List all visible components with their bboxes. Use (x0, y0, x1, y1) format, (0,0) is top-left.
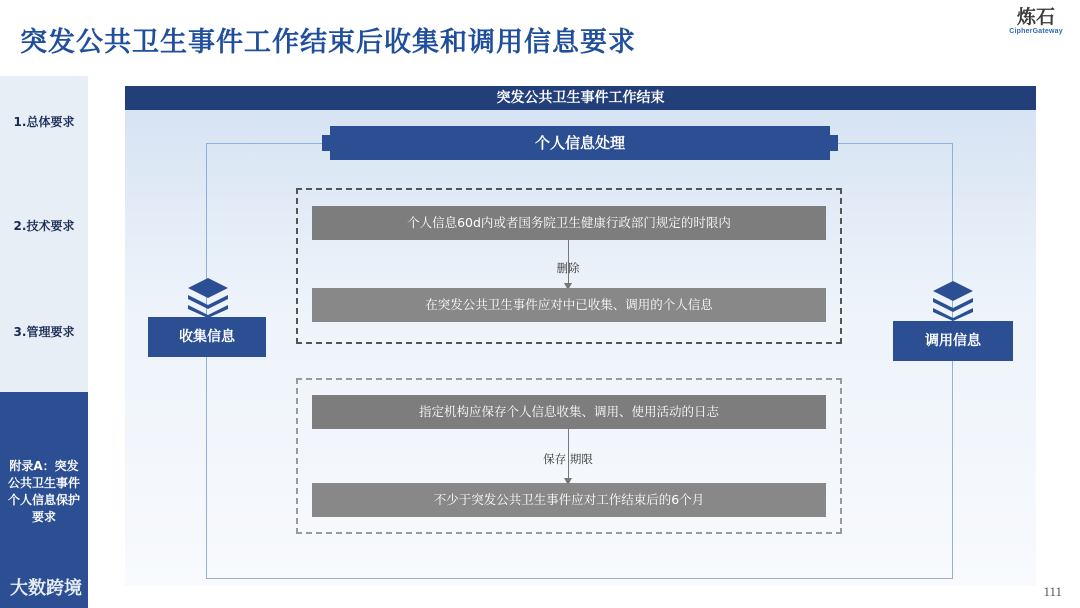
group1-bottom-bar: 在突发公共卫生事件应对中已收集、调用的个人信息 (312, 288, 826, 322)
sidebar-item-technical[interactable]: 2.技术要求 (13, 219, 75, 233)
page-number: 111 (1043, 584, 1062, 599)
call-info-box: 调用信息 (893, 321, 1013, 361)
sidebar-item-overall[interactable]: 1.总体要求 (13, 115, 75, 129)
group2-bottom-bar: 不少于突发公共卫生事件应对工作结束后的6个月 (312, 483, 826, 517)
logo-english: CipherGateway (1009, 28, 1063, 35)
group1-arrow-label: 删除 (556, 261, 580, 275)
group1-top-bar: 个人信息60d内或者国务院卫生健康行政部门规定的时限内 (312, 206, 826, 240)
collect-info-box: 收集信息 (148, 317, 266, 357)
page-title: 突发公共卫生事件工作结束后收集和调用信息要求 (20, 27, 636, 58)
layers-icon (931, 279, 975, 321)
top-bar: 突发公共卫生事件工作结束 (125, 86, 1036, 110)
group2-top-bar: 指定机构应保存个人信息收集、调用、使用活动的日志 (312, 395, 826, 429)
process-title: 个人信息处理 (330, 126, 830, 160)
layers-icon (186, 276, 230, 318)
sidebar-item-appendix[interactable]: 附录A：突发公共卫生事件个人信息保护要求 (8, 459, 81, 524)
sidebar-item-management[interactable]: 3.管理要求 (13, 325, 75, 339)
logo-chinese: 炼石 (1016, 6, 1055, 28)
group2-arrow-label: 保存 期限 (543, 452, 593, 466)
brand-logo (1004, 6, 1068, 35)
watermark: 大数跨境 (10, 578, 82, 599)
